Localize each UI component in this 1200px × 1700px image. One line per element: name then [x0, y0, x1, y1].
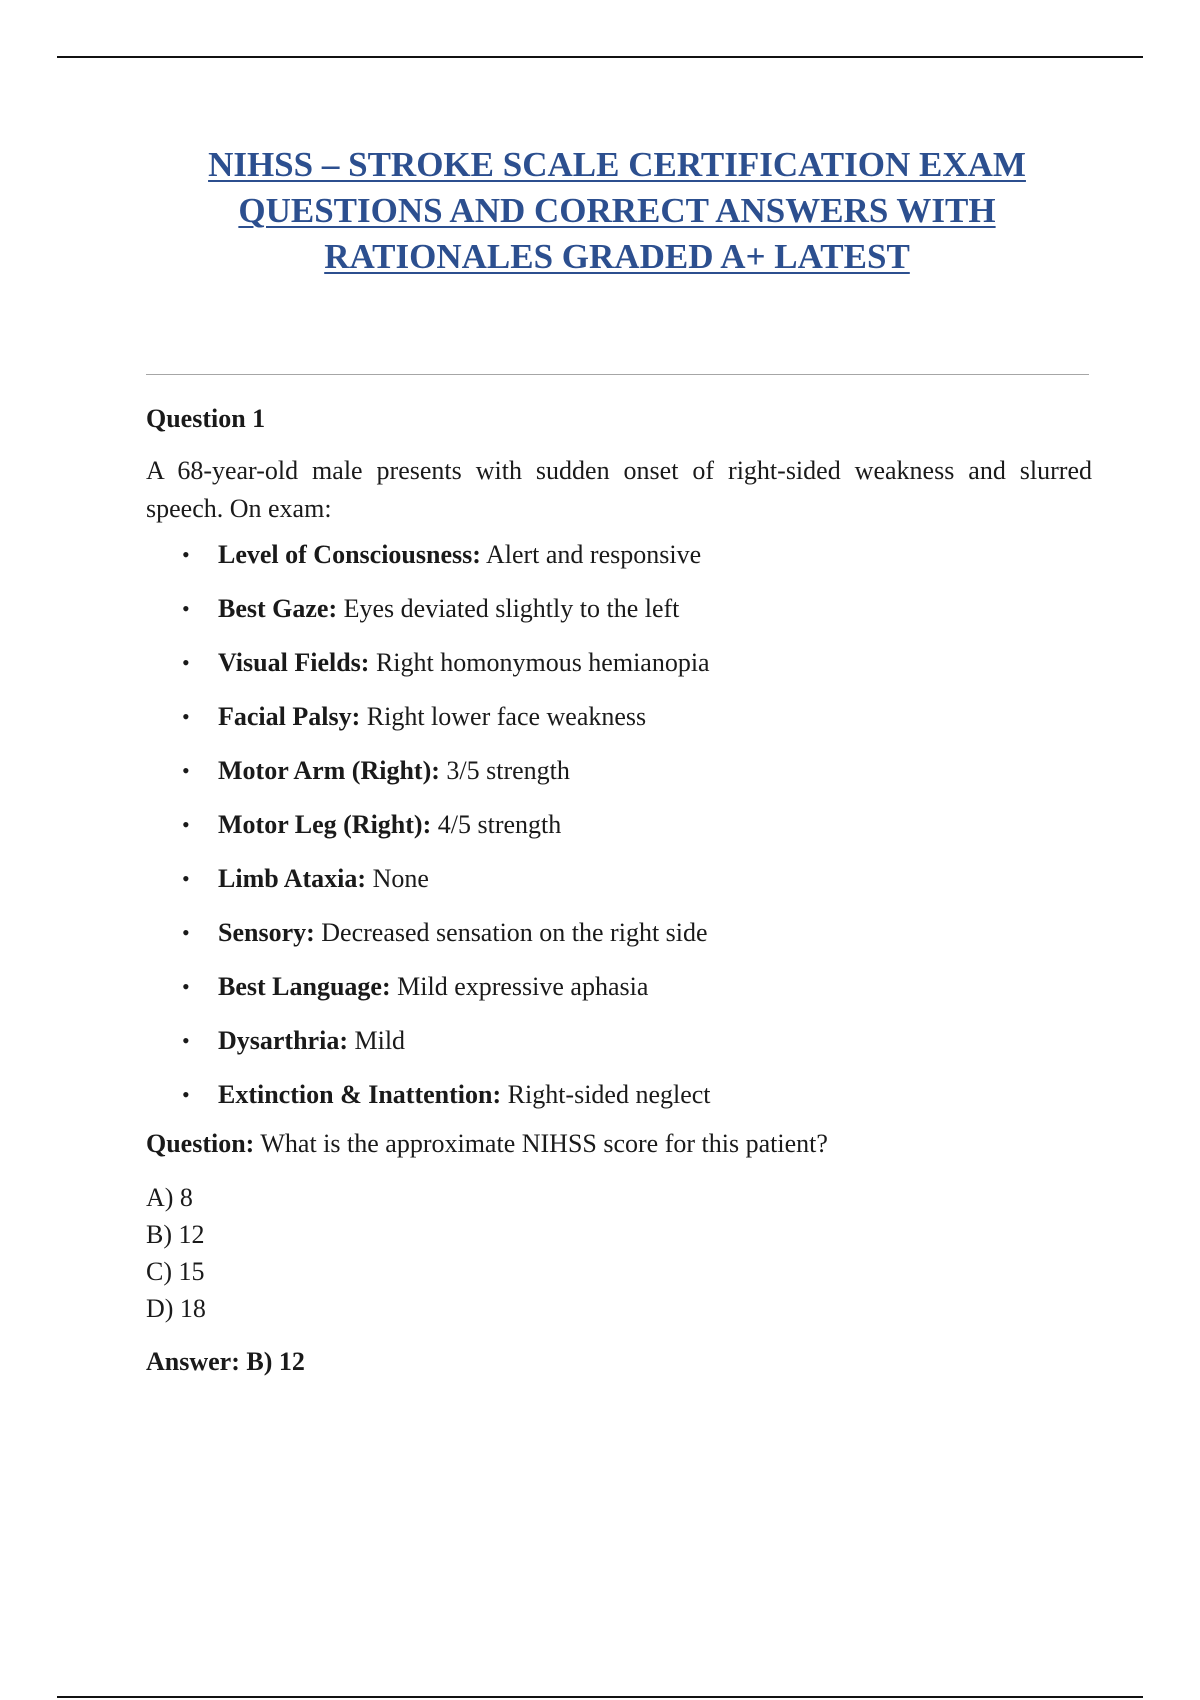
finding-label: Motor Leg (Right):: [218, 810, 432, 839]
question-stem: A 68-year-old male presents with sudden onset of right-sided weakness and slurred speech. On exam:: [146, 456, 1092, 523]
finding-item: [146, 644, 1092, 698]
finding-label: Level of Consciousness:: [218, 540, 481, 569]
option-a: A) 8: [146, 1183, 193, 1212]
exam-findings-list: [146, 536, 1092, 1130]
finding-item: [146, 806, 1092, 860]
question-heading: Question 1: [146, 404, 266, 433]
bullet-icon: •: [182, 974, 190, 999]
question-prompt-label: Question:: [146, 1129, 255, 1158]
title-line-2: QUESTIONS AND CORRECT ANSWERS WITH: [238, 191, 996, 230]
finding-value: Decreased sensation on the right side: [314, 918, 708, 947]
finding-item: [146, 914, 1092, 968]
finding-label: Best Gaze:: [218, 594, 338, 623]
finding-label: Dysarthria:: [218, 1026, 348, 1055]
finding-value: Right-sided neglect: [501, 1080, 711, 1109]
finding-label: Sensory:: [218, 918, 315, 947]
bullet-icon: •: [182, 866, 190, 891]
finding-value: 3/5 strength: [439, 756, 570, 785]
finding-label: Motor Arm (Right):: [218, 756, 440, 785]
option-d: D) 18: [146, 1294, 206, 1323]
finding-item: [146, 968, 1092, 1022]
finding-value: Right homonymous hemianopia: [369, 648, 710, 677]
title-line-1: NIHSS – STROKE SCALE CERTIFICATION EXAM: [208, 145, 1026, 184]
bullet-icon: •: [182, 650, 190, 675]
finding-value: Eyes deviated slightly to the left: [337, 594, 680, 623]
bullet-icon: •: [182, 1028, 190, 1053]
question-prompt-text: What is the approximate NIHSS score for this patient?: [254, 1129, 828, 1158]
finding-value: None: [366, 864, 429, 893]
finding-label: Visual Fields:: [218, 648, 370, 677]
finding-label: Best Language:: [218, 972, 391, 1001]
bullet-icon: •: [182, 542, 190, 567]
question-prompt: [146, 1125, 1092, 1163]
bullet-icon: •: [182, 758, 190, 783]
bullet-icon: •: [182, 812, 190, 837]
finding-value: Mild: [347, 1026, 406, 1055]
finding-label: Extinction & Inattention:: [218, 1080, 502, 1109]
bullet-icon: •: [182, 596, 190, 621]
document-title: [146, 142, 1088, 280]
finding-item: [146, 1022, 1092, 1076]
finding-value: Alert and responsive: [480, 540, 702, 569]
question-block: [146, 400, 1092, 1381]
page-top-rule: [57, 56, 1143, 58]
finding-value: Mild expressive aphasia: [390, 972, 649, 1001]
page-bottom-rule: [57, 1696, 1143, 1698]
finding-item: [146, 860, 1092, 914]
title-separator: [146, 374, 1089, 375]
title-line-3: RATIONALES GRADED A+ LATEST: [324, 237, 910, 276]
finding-item: [146, 536, 1092, 590]
answer-options: [146, 1179, 1092, 1327]
finding-item: [146, 590, 1092, 644]
correct-answer: Answer: B) 12: [146, 1347, 305, 1376]
finding-item: [146, 752, 1092, 806]
option-b: B) 12: [146, 1220, 205, 1249]
bullet-icon: •: [182, 1082, 190, 1107]
finding-label: Limb Ataxia:: [218, 864, 367, 893]
bullet-icon: •: [182, 920, 190, 945]
option-c: C) 15: [146, 1257, 205, 1286]
finding-value: Right lower face weakness: [360, 702, 647, 731]
finding-item: [146, 1076, 1092, 1130]
bullet-icon: •: [182, 704, 190, 729]
finding-value: 4/5 strength: [431, 810, 562, 839]
finding-label: Facial Palsy:: [218, 702, 361, 731]
finding-item: [146, 698, 1092, 752]
